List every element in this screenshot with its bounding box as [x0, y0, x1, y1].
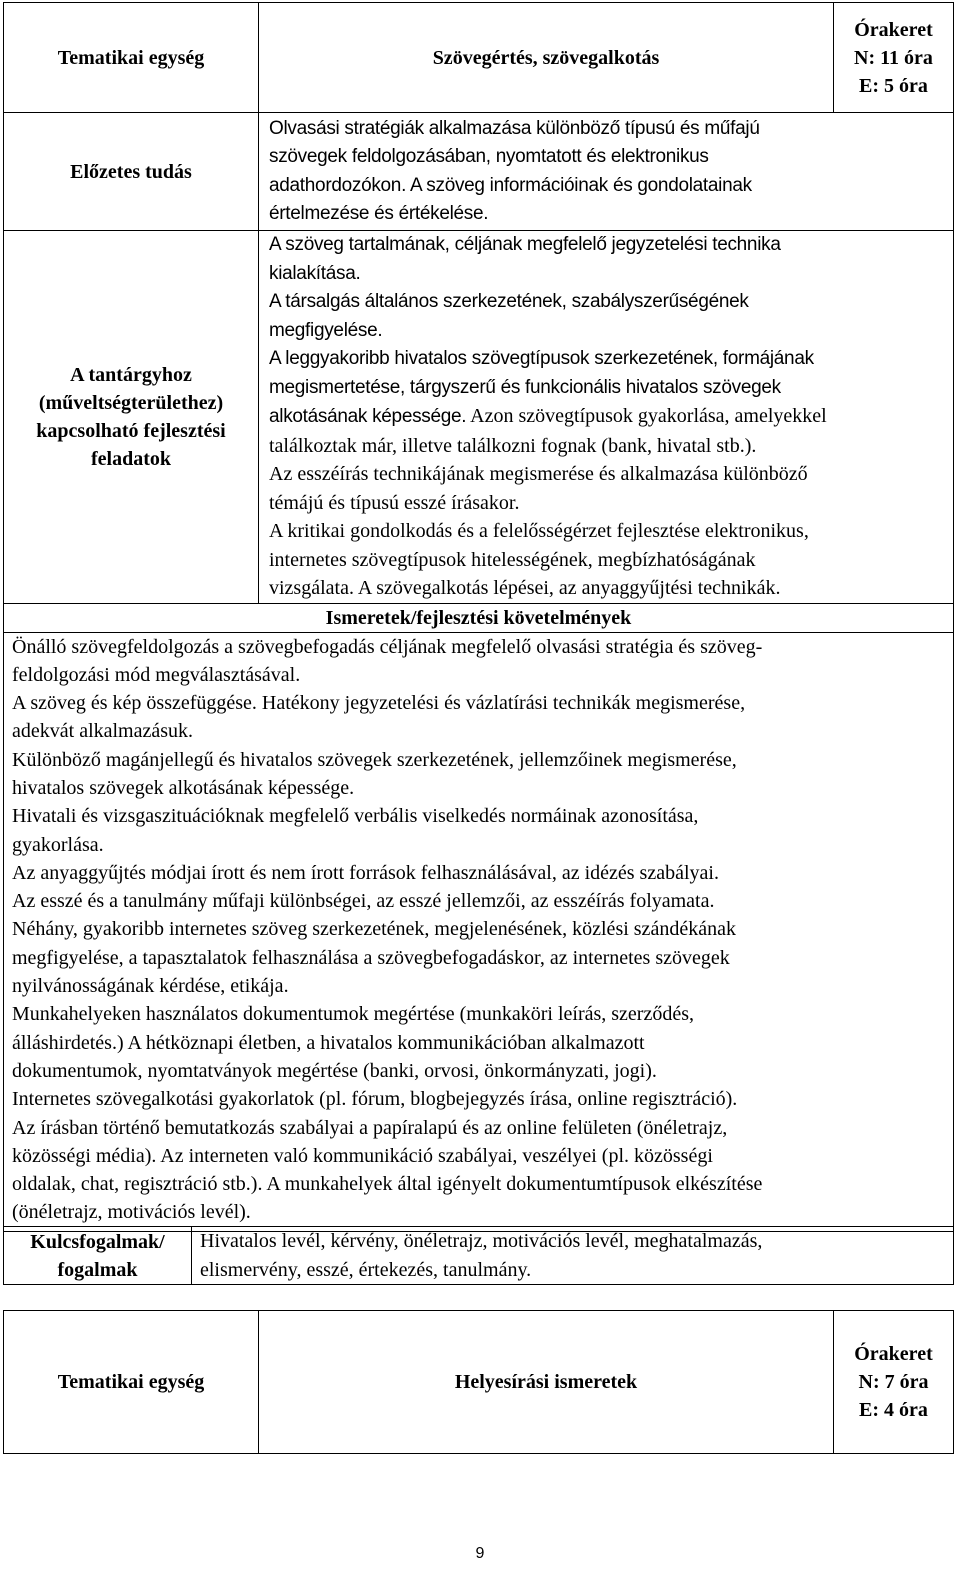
text-line: nyilvánosságának kérdése, etikája.	[12, 975, 289, 998]
text-line: feldolgozási mód megválasztásával.	[12, 663, 301, 686]
text-line: szövegek feldolgozásában, nyomtatott és elektronikus	[269, 146, 709, 167]
text-line: Az esszéírás technikájának megismerése és alkalmazása különböző	[269, 463, 808, 485]
text-line: Különböző magánjellegű és hivatalos szövegek szerkezetének, jellemzőinek megismerése,	[12, 748, 737, 771]
thematic-unit-label: Tematikai egység	[4, 1311, 259, 1454]
prior-knowledge-label: Előzetes tudás	[4, 113, 259, 231]
label-line: (műveltségterülethez)	[38, 391, 224, 414]
key-concepts-table	[3, 1226, 954, 1285]
hours-normal: N: 11 óra	[854, 46, 933, 69]
text-fragment: alkotásának képessége.	[269, 406, 467, 427]
text-line: kialakítása.	[269, 262, 361, 284]
text-line: Az írásban történő bemutatkozás szabályai a papíralapú és az online felületen (önéletrajz,	[12, 1116, 728, 1139]
text-line: Olvasási stratégiák alkalmazása különböző típusú és műfajú	[269, 117, 760, 139]
development-tasks-content	[259, 231, 954, 604]
text-line: hivatalos szövegek alkotásának képessége.	[12, 776, 355, 799]
text-line: Az anyaggyűjtés módjai írott és nem írott források felhasználásával, az idézés szabályai.	[12, 861, 719, 884]
unit-title: Szövegértés, szövegalkotás	[259, 3, 834, 113]
text-line: Önálló szövegfeldolgozás a szövegbefogadás céljának megfelelő olvasási stratégia és szöveg-	[12, 635, 763, 658]
text-line: internetes szövegtípusok hitelességének, megbízhatóságának	[269, 548, 756, 571]
text-line: Hivatalos levél, kérvény, önéletrajz, motivációs levél, meghatalmazás,	[200, 1230, 763, 1252]
hours-extended: E: 5 óra	[859, 74, 928, 97]
label-line: kapcsolható fejlesztési	[36, 419, 226, 442]
text-line: A szöveg és kép összefüggése. Hatékony jegyzetelési és vázlatírási technikák megismerése,	[12, 692, 746, 715]
hours-normal: N: 7 óra	[858, 1371, 929, 1393]
unit-table-szovegertes	[3, 2, 954, 1232]
unit-table-helyesiras	[3, 1310, 954, 1454]
text-line: Internetes szövegalkotási gyakorlatok (pl. fórum, blogbejegyzés írása, online regisztráció).	[12, 1088, 738, 1111]
label-line: A tantárgyhoz	[70, 363, 192, 386]
text-line: vizsgálata. A szövegalkotás lépései, az anyaggyűjtési technikák.	[269, 577, 781, 599]
hours-cell	[834, 3, 954, 113]
text-line: dokumentumok, nyomtatványok megértése (banki, orvosi, önkormányzati, jogi).	[12, 1059, 657, 1082]
text-fragment: Azon szövegtípusok gyakorlása, amelyekkel	[466, 405, 827, 427]
text-line: Munkahelyeken használatos dokumentumok megértése (munkaköri leírás, szerződés,	[12, 1003, 695, 1026]
text-line: megfigyelése.	[269, 319, 383, 341]
label-line: feladatok	[91, 447, 171, 470]
text-line-mixed	[269, 402, 947, 432]
text-line: találkoztak már, illetve találkozni fognak (bank, hivatal stb.).	[269, 434, 757, 457]
text-line: témájú és típusú esszé írásakor.	[269, 491, 520, 514]
label-line: fogalmak	[57, 1258, 138, 1281]
text-line: (önéletrajz, motivációs levél).	[12, 1201, 251, 1224]
key-concepts-content	[192, 1227, 954, 1285]
development-tasks-label	[4, 231, 259, 604]
text-line: A leggyakoribb hivatalos szövegtípusok szerkezetének, formájának	[269, 348, 814, 369]
text-line: közösségi média). Az interneten való kommunikáció szabályai, veszélyei (pl. közösségi	[12, 1144, 713, 1167]
text-line: Hivatali és vizsgaszituációknak megfelelő verbális viselkedés normáinak azonosítása,	[12, 805, 699, 828]
text-line: megfigyelése, a tapasztalatok felhasználása a szövegbefogadáskor, az internetes szövegek	[12, 946, 730, 969]
text-line: álláshirdetés.) A hétköznapi életben, a hivatalos kommunikációban alkalmazott	[12, 1031, 645, 1054]
text-line: megismertetése, tárgyszerű és funkcionális hivatalos szövegek	[269, 376, 781, 398]
text-line: A társalgás általános szerkezetének, szabályszerűségének	[269, 291, 749, 312]
page-number: 9	[475, 1545, 485, 1562]
text-line: A kritikai gondolkodás és a felelősségérzet fejlesztése elektronikus,	[269, 520, 809, 542]
unit-title: Helyesírási ismeretek	[259, 1311, 834, 1454]
hours-cell	[834, 1311, 954, 1454]
hours-extended: E: 4 óra	[859, 1399, 928, 1421]
text-line: Néhány, gyakoribb internetes szöveg szerkezetének, megjelenésének, közlési szándékának	[12, 918, 736, 941]
thematic-unit-label: Tematikai egység	[4, 3, 259, 113]
hours-label: Órakeret	[854, 1343, 933, 1365]
text-line: adekvát alkalmazásuk.	[12, 720, 194, 743]
text-line: Az esszé és a tanulmány műfaji különbségei, az esszé jellemzői, az esszéírás folyamata.	[12, 890, 715, 913]
text-line: értelmezése és értékelése.	[269, 203, 489, 224]
key-concepts-label	[4, 1227, 192, 1285]
requirements-content	[4, 632, 954, 1231]
requirements-title: Ismeretek/fejlesztési követelmények	[4, 603, 954, 632]
text-line: adathordozókon. A szöveg információinak és gondolatainak	[269, 174, 752, 196]
text-line: A szöveg tartalmának, céljának megfelelő jegyzetelési technika	[269, 234, 781, 255]
text-line: gyakorlása.	[12, 833, 104, 856]
prior-knowledge-content	[259, 113, 954, 231]
text-line: elismervény, esszé, értekezés, tanulmány.	[200, 1258, 532, 1281]
text-line: oldalak, chat, regisztráció stb.). A munkahelyek által igényelt dokumentumtípusok elkészítése	[12, 1173, 763, 1196]
label-line: Kulcsfogalmak/	[30, 1230, 165, 1253]
hours-label: Órakeret	[854, 18, 933, 41]
